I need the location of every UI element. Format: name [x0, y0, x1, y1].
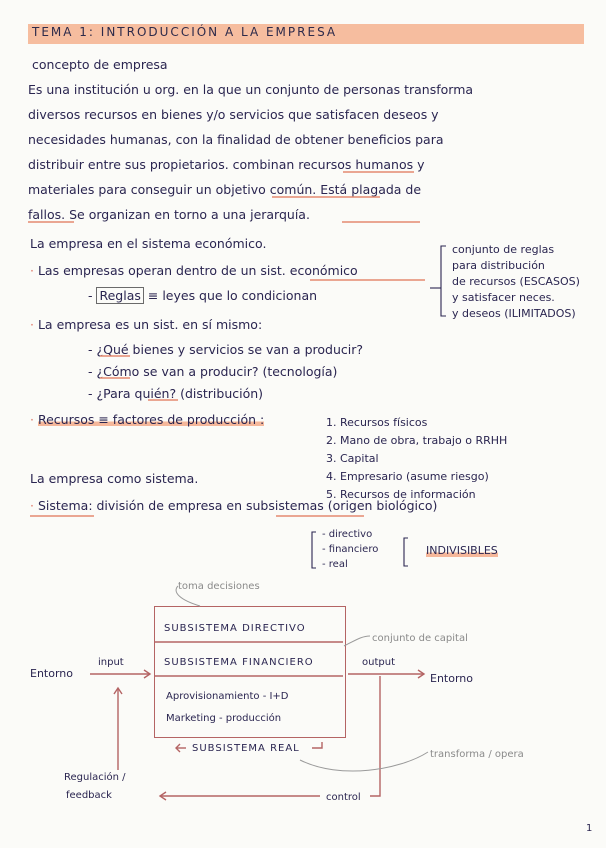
page-number: 1: [586, 823, 593, 834]
output-label: output: [362, 657, 395, 668]
bracket-line-3: de recursos (ESCASOS): [452, 275, 580, 288]
bracket-subsistemas: [312, 532, 316, 568]
concepto-line-1: Es una institución u org. en la que un conjunto de personas transforma: [28, 82, 474, 97]
reglas-box: Reglas: [96, 287, 143, 304]
concepto-line-3: necesidades humanas, con la finalidad de obtener beneficios para: [28, 132, 444, 147]
recurso-1: 1. Recursos físicos: [326, 416, 428, 429]
recurso-4: 4. Empresario (asume riesgo): [326, 470, 489, 483]
recurso-2: 2. Mano de obra, trabajo o RRHH: [326, 434, 508, 447]
bracket-indivisibles: [404, 538, 408, 566]
marketing: Marketing - producción: [166, 713, 282, 724]
control-label: control: [326, 792, 361, 803]
conjunto-pointer: [344, 636, 370, 646]
indivisibles-label: INDIVISIBLES: [426, 544, 498, 557]
sub-real: - real: [322, 559, 348, 570]
sistema-text: Sistema: división de empresa en subsistemas (origen biológico): [37, 498, 438, 513]
toma-decisiones-note: toma decisiones: [178, 581, 260, 592]
regulacion-label: Regulación /: [64, 772, 126, 783]
dash: -: [88, 288, 97, 303]
sub-directivo: - directivo: [322, 529, 373, 540]
concepto-heading: concepto de empresa: [32, 57, 168, 72]
concepto-line-2: diversos recursos en bienes y/o servicios que satisfacen deseos y: [28, 107, 439, 122]
concepto-line-4: distribuir entre sus propietarios. combinan recursos humanos y: [28, 157, 425, 172]
entorno-left: Entorno: [30, 667, 73, 680]
sist-mismo-text: La empresa es un sist. en sí mismo:: [37, 317, 263, 332]
concepto-line-6: fallos. Se organizan en torno a una jerarquía.: [28, 207, 310, 222]
subsistema-directivo: SUBSISTEMA DIRECTIVO: [164, 623, 306, 634]
bullet-dot: ·: [30, 263, 34, 278]
bracket-line-2: para distribución: [452, 259, 545, 272]
subsistema-real: SUBSISTEMA REAL: [192, 743, 300, 754]
transforma-pointer: [300, 752, 428, 771]
bracket-line-4: y satisfacer neces.: [452, 291, 555, 304]
sist-econ-heading: La empresa en el sistema económico.: [30, 236, 267, 251]
bracket-line-1: conjunto de reglas: [452, 243, 555, 256]
transforma-note: transforma / opera: [430, 749, 524, 760]
toma-pointer: [176, 586, 200, 606]
bracket-reglas: [441, 246, 446, 316]
control-line: [370, 676, 380, 796]
bullet-dot: ·: [30, 317, 34, 332]
question-3: - ¿Para quién? (distribución): [88, 386, 264, 401]
real-arrow-right: [312, 742, 322, 748]
empresas-operan-text: Las empresas operan dentro de un sist. económico: [37, 263, 358, 278]
recurso-5: 5. Recursos de información: [326, 488, 476, 501]
reglas-rest: ≡ leyes que lo condicionan: [147, 288, 318, 303]
sub-financiero: - financiero: [322, 544, 379, 555]
conjunto-capital-note: conjunto de capital: [372, 633, 468, 644]
feedback-label: feedback: [66, 790, 112, 801]
recursos-label: Recursos ≡ factores de producción :: [37, 412, 265, 427]
bracket-line-5: y deseos (ILIMITADOS): [452, 307, 576, 320]
bullet-dot: ·: [30, 498, 34, 513]
recurso-3: 3. Capital: [326, 452, 379, 465]
question-1: - ¿Qué bienes y servicios se van a producir?: [88, 342, 363, 357]
subsistema-financiero: SUBSISTEMA FINANCIERO: [164, 657, 314, 668]
aprovisionamiento: Aprovisionamiento - I+D: [166, 691, 289, 702]
entorno-right: Entorno: [430, 672, 473, 685]
page-title: TEMA 1: INTRODUCCIÓN A LA EMPRESA: [32, 25, 338, 39]
bullet-dot: ·: [30, 412, 34, 427]
empresa-sistema-heading: La empresa como sistema.: [30, 471, 199, 486]
concepto-line-5: materiales para conseguir un objetivo común. Está plagada de: [28, 182, 422, 197]
input-label: input: [98, 657, 124, 668]
question-2: - ¿Cómo se van a producir? (tecnología): [88, 364, 338, 379]
